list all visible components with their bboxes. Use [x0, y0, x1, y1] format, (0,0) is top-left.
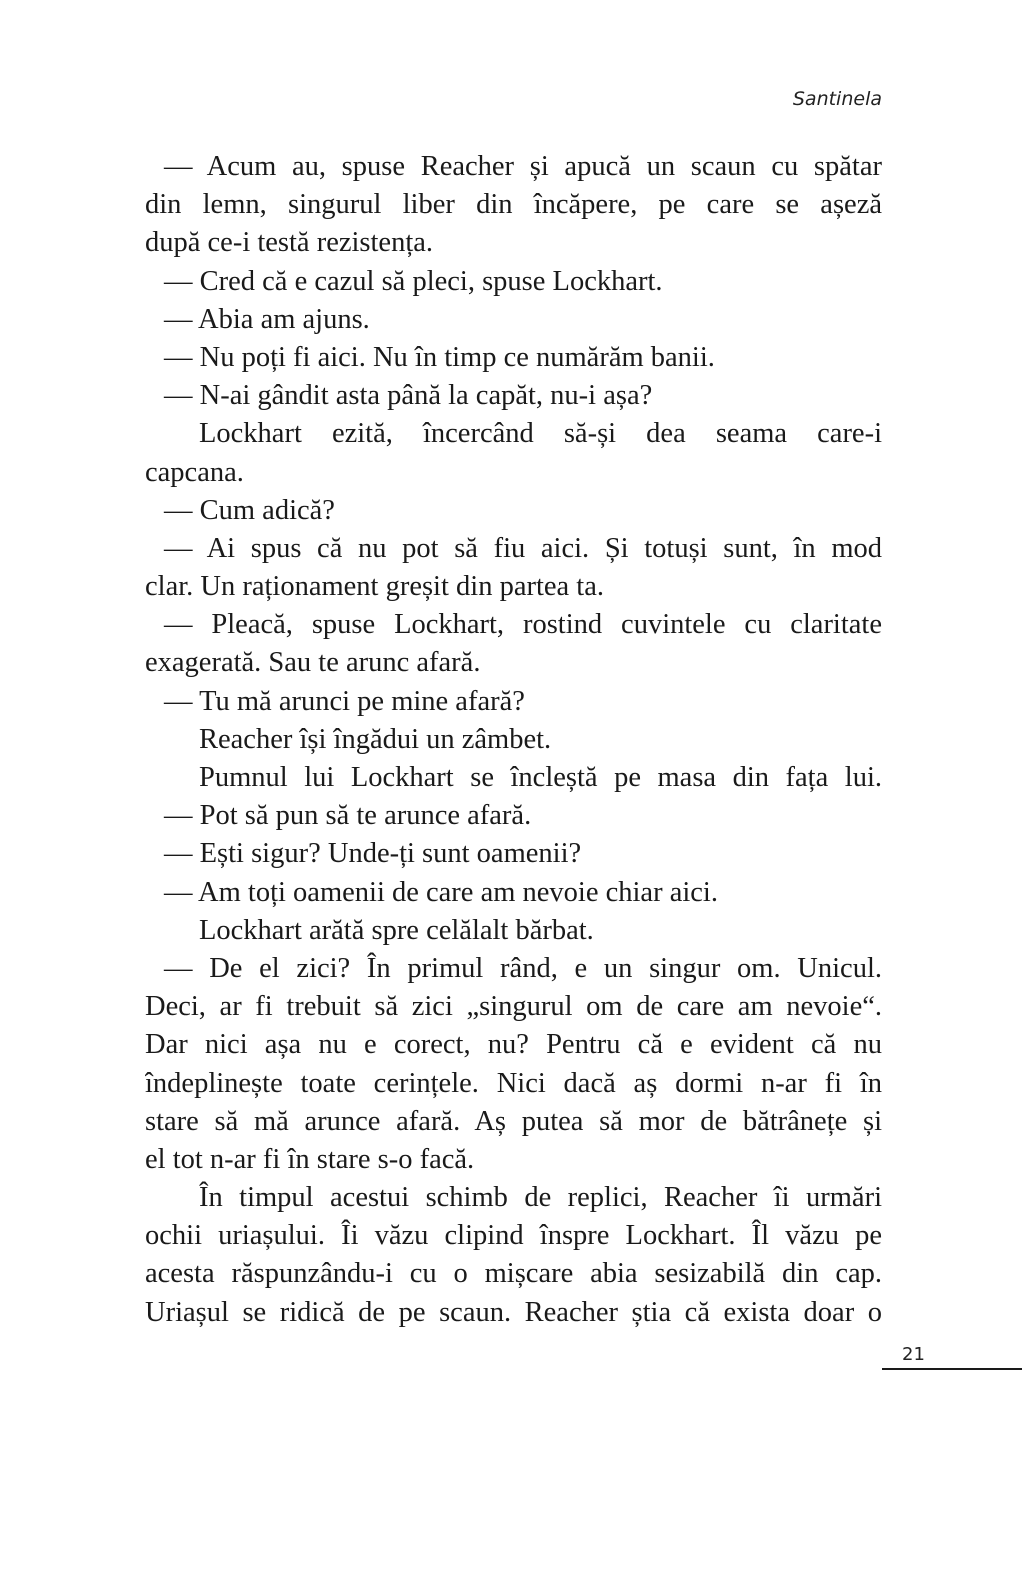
text-line: În timpul acestui schimb de replici, Reacher îi urmări [199, 1182, 882, 1214]
text-line: capcana. [145, 456, 244, 488]
text-line: clar. Un raționament greșit din partea ta. [145, 571, 604, 603]
page-footer [882, 1342, 1022, 1370]
text-line: — Cred că e cazul să pleci, spuse Lockhart. [164, 265, 663, 297]
text-line: — Ești sigur? Unde-ți sunt oamenii? [164, 838, 582, 870]
text-line: — Abia am ajuns. [164, 303, 370, 335]
text-line: — Ai spus că nu pot să fiu aici. Și totuși sunt, în mod [164, 532, 882, 564]
text-line: el tot n-ar fi în stare s-o facă. [145, 1143, 475, 1175]
text-line: acesta răspunzându-i cu o mișcare abia sesizabilă din cap. [145, 1258, 882, 1290]
text-line: — Pot să pun să te arunce afară. [164, 800, 532, 832]
text-line: îndeplinește toate cerințele. Nici dacă aș dormi n-ar fi în [145, 1067, 882, 1099]
running-header-title: Santinela [792, 88, 882, 110]
text-line: ochii uriașului. Îi văzu clipind înspre Lockhart. Îl văzu pe [145, 1220, 882, 1252]
text-line: — De el zici? În primul rând, e un singur om. Unicul. [164, 952, 882, 984]
text-line: — Nu poți fi aici. Nu în timp ce numărăm banii. [164, 341, 715, 373]
text-line: stare să mă arunce afară. Aș putea să mor de bătrânețe și [145, 1105, 882, 1137]
text-line: Lockhart ezită, încercând să-și dea seama care-i [199, 418, 882, 450]
text-line: după ce-i testă rezistența. [145, 227, 434, 259]
footer-rule [882, 1368, 1022, 1370]
text-line: din lemn, singurul liber din încăpere, pe care se așeză [145, 189, 882, 221]
text-line: Deci, ar fi trebuit să zici „singurul om de care am nevoie“. [145, 991, 882, 1023]
text-line: — Tu mă arunci pe mine afară? [164, 685, 525, 717]
text-line: — Pleacă, spuse Lockhart, rostind cuvintele cu claritate [164, 609, 882, 641]
text-line: Lockhart arătă spre celălalt bărbat. [199, 914, 594, 946]
body-text [145, 148, 882, 1332]
text-line: — Am toți oamenii de care am nevoie chiar aici. [164, 876, 718, 908]
text-line: Pumnul lui Lockhart se încleștă pe masa din fața lui. [199, 762, 882, 793]
text-line: exagerată. Sau te arunc afară. [145, 647, 481, 679]
text-line: — Cum adică? [164, 494, 335, 526]
text-line: — N-ai gândit asta până la capăt, nu-i așa? [164, 380, 653, 412]
text-line: Uriașul se ridică de pe scaun. Reacher știa că exista doar o [145, 1296, 882, 1328]
text-line: — Acum au, spuse Reacher și apucă un scaun cu spătar [164, 151, 882, 182]
text-line: Dar nici așa nu e corect, nu? Pentru că e evident că nu [145, 1029, 882, 1061]
text-line: Reacher își îngădui un zâmbet. [199, 723, 552, 755]
page-number: 21 [902, 1344, 925, 1365]
